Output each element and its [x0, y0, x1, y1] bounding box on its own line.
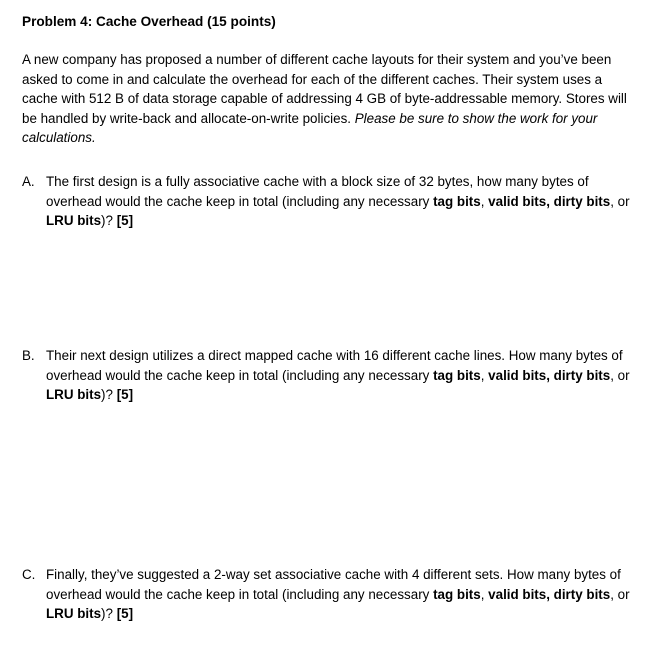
question-letter: A.	[22, 174, 35, 189]
intro-instruction: Please be sure to show the work for your calculations.	[22, 110, 598, 145]
emphasis-valid-dirty-bits: valid bits, dirty bits	[488, 193, 611, 209]
points-value: [5]	[116, 606, 134, 621]
emphasis-tag-bits: tag bits	[433, 193, 481, 209]
emphasis-lru-bits: LRU bits	[46, 387, 102, 402]
question-letter: B.	[22, 348, 35, 363]
problem-title: Problem 4: Cache Overhead (15 points)	[22, 14, 276, 29]
emphasis-lru-bits: LRU bits	[46, 213, 102, 228]
question-text-part: ,	[480, 367, 489, 383]
question-b	[22, 346, 634, 405]
points-value: [5]	[116, 213, 134, 228]
question-text-part: )?	[101, 387, 117, 402]
emphasis-tag-bits: tag bits	[433, 367, 481, 383]
emphasis-lru-bits: LRU bits	[46, 606, 102, 621]
emphasis-valid-dirty-bits: valid bits, dirty bits	[488, 586, 611, 602]
emphasis-valid-dirty-bits: valid bits, dirty bits	[488, 367, 611, 383]
question-letter: C.	[22, 567, 36, 582]
question-text-part: , or	[610, 367, 630, 383]
question-a	[22, 172, 634, 231]
intro-text: A new company has proposed a number of different cache layouts for their system and you’ve been asked to come in and calculate the overhead for each of the different caches. Their system uses a cache with 512 B of data storage capable of addressing 4 GB of byte-addressable memory. Stores will be handled by write-back and allocate-on-write policies.	[22, 52, 627, 126]
document-page	[22, 12, 634, 621]
question-text-part: )?	[101, 606, 117, 621]
question-text-part: ,	[480, 586, 489, 602]
emphasis-tag-bits: tag bits	[433, 586, 481, 602]
question-text	[46, 346, 634, 405]
question-text-part: , or	[610, 193, 630, 209]
question-text	[46, 172, 634, 231]
question-c	[22, 565, 634, 624]
question-text-part: , or	[610, 586, 630, 602]
question-text-part: Their next design utilizes a direct mapped cache with 16 different cache lines. How many bytes of overhead would the cache keep in total (including any necessary	[46, 348, 623, 383]
problem-intro	[22, 50, 634, 148]
question-text-part: Finally, they’ve suggested a 2-way set associative cache with 4 different sets. How many bytes of overhead would the cache keep in total (including any necessary	[46, 567, 621, 602]
question-text-part: The first design is a fully associative cache with a block size of 32 bytes, how many bytes of overhead would the cache keep in total (including any necessary	[46, 174, 589, 209]
question-text-part: )?	[101, 213, 117, 228]
question-text	[46, 565, 634, 624]
question-text-part: ,	[480, 193, 489, 209]
points-value: [5]	[116, 387, 134, 402]
